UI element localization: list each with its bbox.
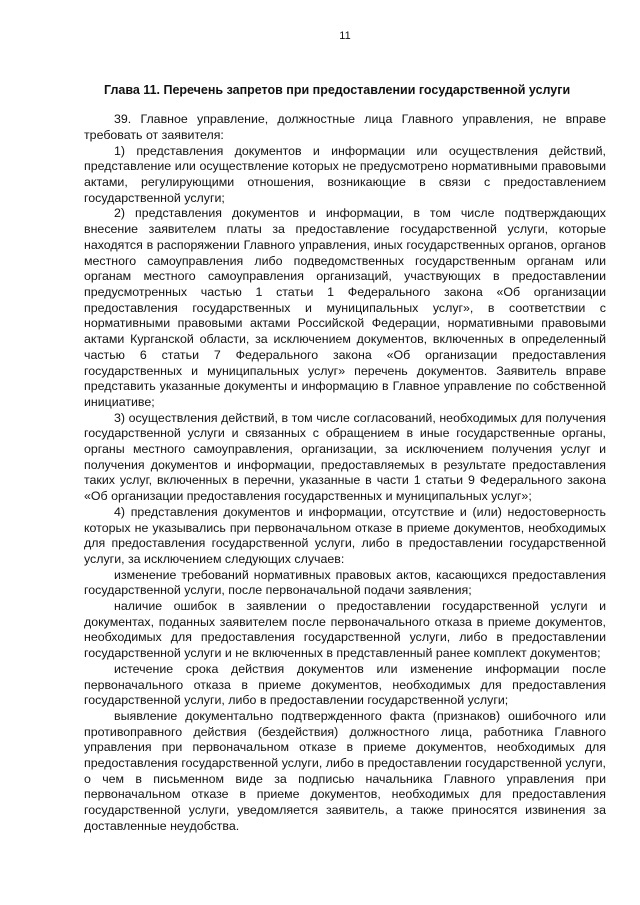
paragraph-case-errors: наличие ошибок в заявлении о предоставлении государственной услуги и документах, поданных заявителем после первоначального отказа в приеме документов, необходимых для предоставления государственной услуги, либо в предоставлении государственной услуги и не включенных в представленный ранее комплект документов; [84,599,606,661]
page-number: 11 [339,30,351,42]
chapter-title: Глава 11. Перечень запретов при предоставлении государственной услуги [104,83,571,97]
paragraph-case-expiry: истечение срока действия документов или изменение информации после первоначального отказа в приеме документов, необходимых для предоставления государственной услуги, либо в предоставлении государственной услуги; [84,661,606,708]
paragraph-item-4: 4) представления документов и информации, отсутствие и (или) недостоверность которых не указывались при первоначальном отказе в приеме документов, необходимых для предоставления государственной услуги, либо в предоставлении государственной услуги, за исключением следующих случаев: [84,504,606,566]
paragraph-case-wrongful-action: выявление документально подтвержденного факта (признаков) ошибочного или противоправного действия (бездействия) должностного лица, работника Главного управления при первоначальном отказе в приеме документов, необходимых для предоставления государственной услуги, либо в предоставлении государственной услуги, о чем в письменном виде за подписью начальника Главного управления при первоначальном отказе в приеме документов, необходимых для предоставления государственной услуги, уведомляется заявитель, а также приносятся извинения за доставленные неудобства. [84,708,606,833]
paragraph-item-1: 1) представления документов и информации или осуществления действий, представление или осуществление которых не предусмотрено нормативными правовыми актами, регулирующими отношения, возникающие в связи с предоставлением государственной услуги; [84,143,606,205]
paragraph-item-3: 3) осуществления действий, в том числе согласований, необходимых для получения государственной услуги и связанных с обращением в иные государственные органы, органы местного самоуправления, организации, за исключением получения услуг и получения документов и информации, предоставляемых в результате предоставления таких услуг, включенных в перечни, указанные в части 1 статьи 9 Федерального закона «Об организации предоставления государственных и муниципальных услуг»; [84,410,606,504]
paragraph-case-requirements-change: изменение требований нормативных правовых актов, касающихся предоставления государственной услуги, после первоначальной подачи заявления; [84,567,606,598]
paragraph-item-2: 2) представления документов и информации, в том числе подтверждающих внесение заявителем платы за предоставление государственной услуги, которые находятся в распоряжении Главного управления, иных государственных органов, органов местного самоуправления либо подведомственных государственным органам или органам местного самоуправления организаций, участвующих в предоставлении предусмотренных частью 1 статьи 1 Федерального закона «Об организации предоставления государственных и муниципальных услуг», в соответствии с нормативными правовыми актами Российской Федерации, нормативными правовыми актами Курганской области, за исключением документов, включенных в определенный частью 6 статьи 7 Федерального закона «Об организации предоставления государственных и муниципальных услуг» перечень документов. Заявитель вправе представить указанные документы и информацию в Главное управление по собственной инициативе; [84,206,606,409]
paragraph-39: 39. Главное управление, должностные лица Главного управления, не вправе требовать от заявителя: [84,112,606,142]
